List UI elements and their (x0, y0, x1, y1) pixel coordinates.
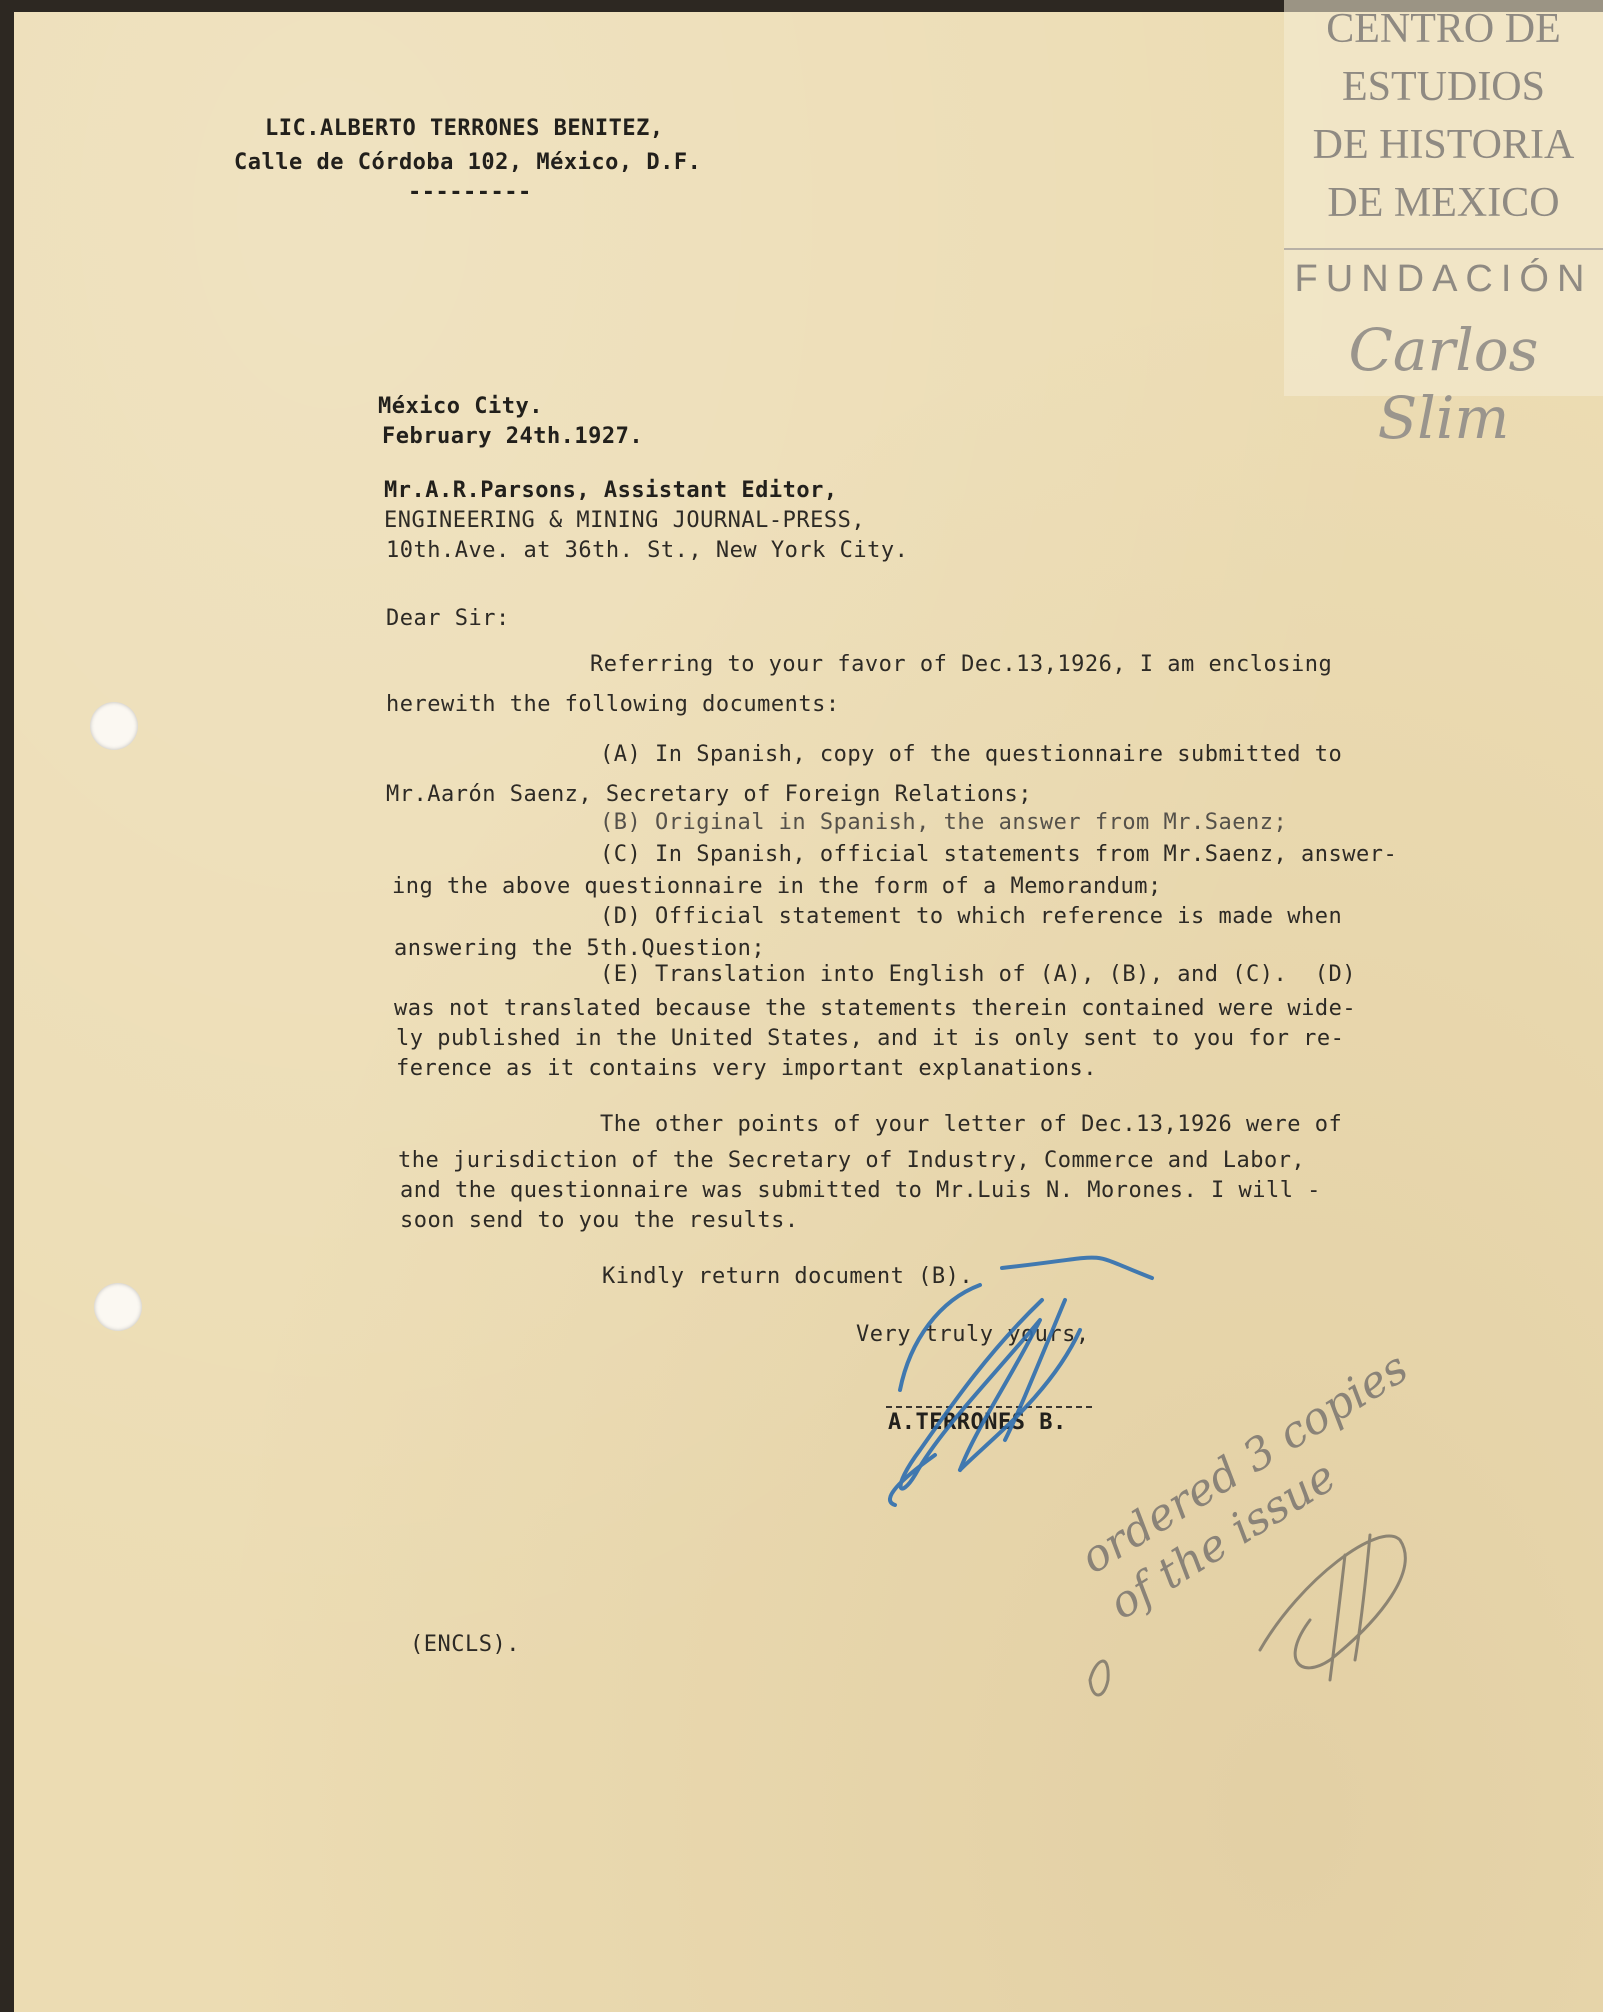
item-c-line-2: ing the above questionnaire in the form of a Memorandum; (392, 874, 1162, 899)
paragraph-2-line-1: The other points of your letter of Dec.13,1926 were of (600, 1112, 1343, 1137)
date-city: México City. (378, 394, 543, 419)
watermark-line-2: ESTUDIOS (1341, 64, 1545, 110)
recipient-line-1: Mr.A.R.Parsons, Assistant Editor, (384, 478, 838, 503)
watermark-line-3: DE HISTORIA (1312, 122, 1575, 168)
watermark-line-4: DE MEXICO (1327, 180, 1560, 226)
paragraph-2-line-2: the jurisdiction of the Secretary of Industry, Commerce and Labor, (398, 1148, 1306, 1173)
item-e-line-2: was not translated because the statements therein contained were wide- (394, 996, 1357, 1021)
item-c-line-1: (C) In Spanish, official statements from Mr.Saenz, answer- (600, 842, 1398, 867)
paragraph-1-line-1: Referring to your favor of Dec.13,1926, I am enclosing (590, 652, 1333, 677)
closing: Very truly yours, (856, 1322, 1090, 1347)
watermark-line-1: CENTRO DE (1326, 6, 1561, 52)
paragraph-2-line-3: and the questionnaire was submitted to Mr.Luis N. Morones. I will - (400, 1178, 1321, 1203)
enclosures-label: (ENCLS). (410, 1632, 520, 1657)
item-e-line-4: ference as it contains very important explanations. (396, 1056, 1098, 1081)
salutation: Dear Sir: (386, 606, 510, 631)
letterhead-rule: --------- (408, 180, 532, 205)
letterhead-name: LIC.ALBERTO TERRONES BENITEZ, (265, 116, 664, 141)
return-request: Kindly return document (B). (602, 1264, 974, 1289)
recipient-line-3: 10th.Ave. at 36th. St., New York City. (386, 538, 909, 563)
item-d-line-1: (D) Official statement to which reference is made when (600, 904, 1343, 929)
watermark-fundacion: FUNDACIÓN (1294, 258, 1593, 300)
watermark-signature: Carlos Slim (1348, 316, 1539, 452)
pencil-note-text: ordered 3 copies of the issue (1071, 1342, 1417, 1630)
paragraph-2-line-4: soon send to you the results. (400, 1208, 799, 1233)
paragraph-1-line-2: herewith the following documents: (386, 692, 840, 717)
blue-ink-signature (890, 1258, 1152, 1505)
letterhead-address: Calle de Córdoba 102, México, D.F. (234, 150, 702, 175)
recipient-line-2: ENGINEERING & MINING JOURNAL-PRESS, (384, 508, 866, 533)
signatory-name: A.TERRONES B. (888, 1410, 1067, 1435)
item-a-line-1: (A) In Spanish, copy of the questionnaire submitted to (600, 742, 1343, 767)
item-a-line-2: Mr.Aarón Saenz, Secretary of Foreign Relations; (386, 782, 1033, 807)
item-d-line-2: answering the 5th.Question; (394, 936, 766, 961)
pencil-initials (1090, 1535, 1405, 1695)
letter-date: February 24th.1927. (382, 424, 644, 449)
item-e-line-3: ly published in the United States, and it is only sent to you for re- (396, 1026, 1345, 1051)
item-b-line-1: (B) Original in Spanish, the answer from Mr.Saenz; (600, 810, 1288, 835)
item-e-line-1: (E) Translation into English of (A), (B), and (C). (D) (600, 962, 1356, 987)
